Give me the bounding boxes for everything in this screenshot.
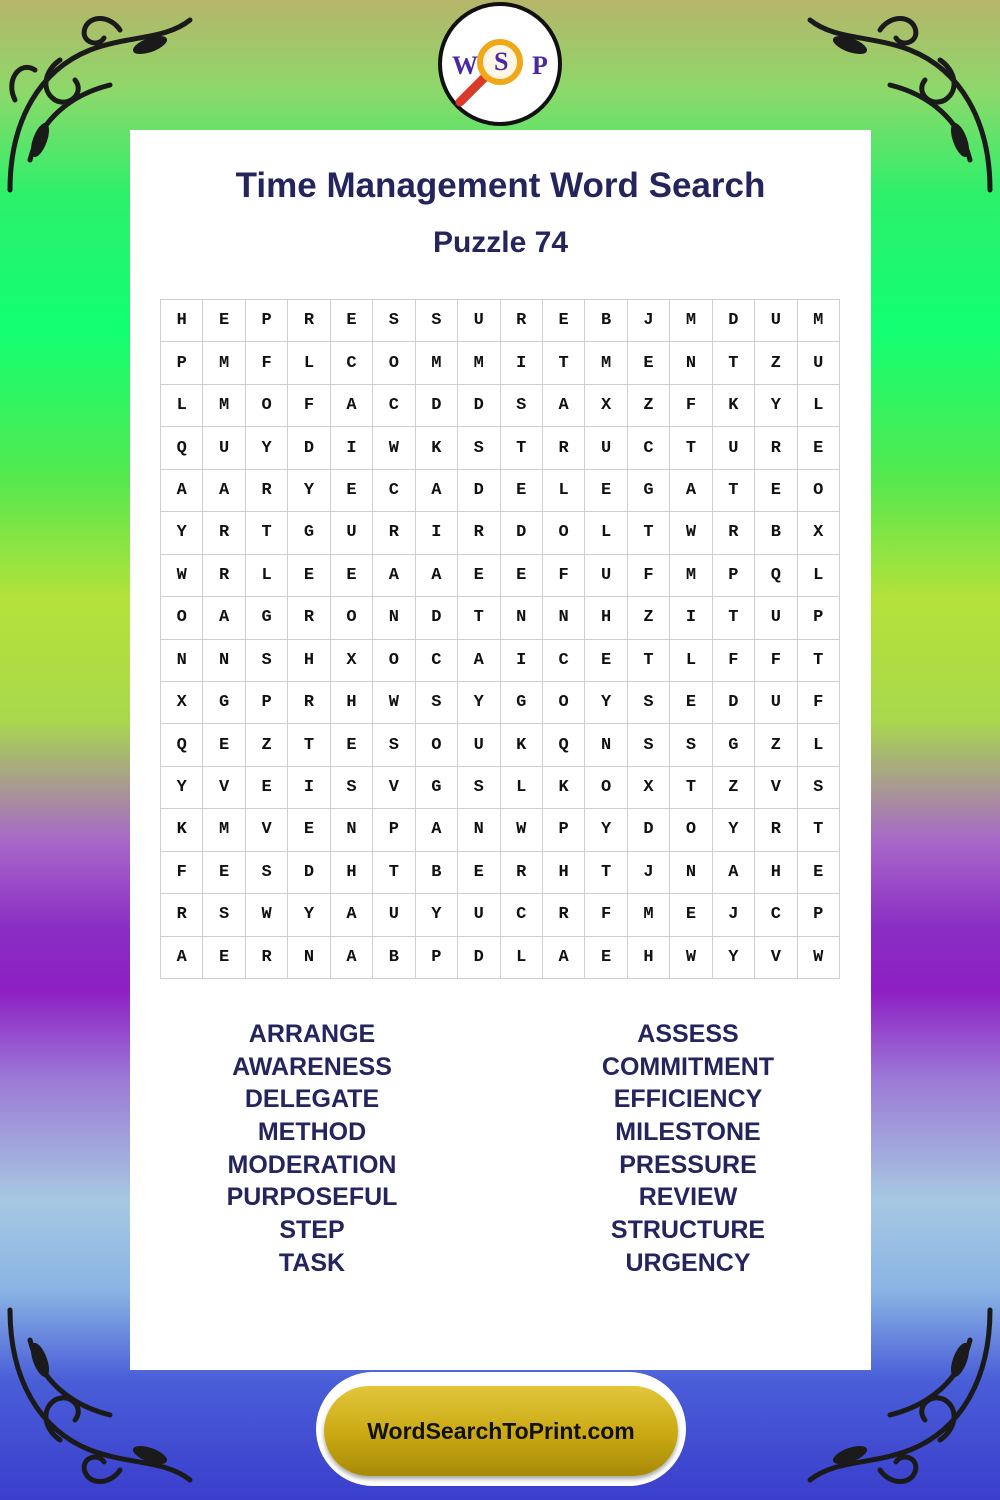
grid-cell: T <box>713 597 755 639</box>
grid-cell: I <box>331 427 373 469</box>
logo-letter-w: W <box>452 51 478 80</box>
logo-letter-s: S <box>494 47 509 76</box>
grid-cell: D <box>288 427 330 469</box>
word-list-item: PURPOSEFUL <box>226 1183 398 1212</box>
grid-cell: H <box>331 682 373 724</box>
grid-cell: X <box>585 385 627 427</box>
grid-cell: Y <box>585 809 627 851</box>
grid-cell: V <box>755 767 797 809</box>
grid-cell: T <box>798 809 840 851</box>
grid-cell: R <box>246 937 288 979</box>
grid-cell: Z <box>755 724 797 766</box>
grid-cell: R <box>543 427 585 469</box>
grid-cell: N <box>331 809 373 851</box>
grid-cell: E <box>246 767 288 809</box>
grid-cell: S <box>331 767 373 809</box>
grid-cell: N <box>543 597 585 639</box>
grid-cell: U <box>713 427 755 469</box>
grid-cell: N <box>670 342 712 384</box>
grid-cell: F <box>755 640 797 682</box>
grid-cell: M <box>416 342 458 384</box>
grid-cell: S <box>373 724 415 766</box>
grid-cell: H <box>585 597 627 639</box>
grid-cell: Z <box>246 724 288 766</box>
grid-cell: L <box>798 724 840 766</box>
grid-cell: H <box>331 852 373 894</box>
grid-cell: S <box>670 724 712 766</box>
grid-cell: W <box>246 894 288 936</box>
grid-cell: T <box>670 767 712 809</box>
grid-cell: M <box>670 300 712 342</box>
grid-cell: D <box>458 937 500 979</box>
grid-cell: P <box>161 342 203 384</box>
grid-cell: R <box>458 512 500 554</box>
grid-cell: Y <box>416 894 458 936</box>
grid-cell: U <box>585 427 627 469</box>
grid-cell: I <box>501 640 543 682</box>
grid-cell: P <box>416 937 458 979</box>
grid-cell: E <box>203 852 245 894</box>
grid-cell: A <box>416 555 458 597</box>
grid-cell: O <box>246 385 288 427</box>
grid-cell: Y <box>585 682 627 724</box>
grid-cell: S <box>458 767 500 809</box>
grid-cell: D <box>628 809 670 851</box>
grid-cell: Z <box>628 385 670 427</box>
grid-cell: A <box>331 937 373 979</box>
word-list-left <box>152 1018 472 1280</box>
grid-cell: A <box>713 852 755 894</box>
grid-cell: H <box>755 852 797 894</box>
grid-cell: L <box>585 512 627 554</box>
grid-cell: G <box>246 597 288 639</box>
grid-cell: L <box>501 767 543 809</box>
grid-cell: L <box>161 385 203 427</box>
grid-cell: N <box>373 597 415 639</box>
grid-cell: O <box>585 767 627 809</box>
site-link-frame <box>316 1372 686 1486</box>
grid-cell: T <box>543 342 585 384</box>
grid-cell: E <box>798 852 840 894</box>
grid-cell: T <box>288 724 330 766</box>
grid-cell: E <box>670 682 712 724</box>
grid-cell: N <box>203 640 245 682</box>
grid-cell: R <box>373 512 415 554</box>
puzzle-number: Puzzle 74 <box>432 226 569 259</box>
grid-cell: C <box>543 640 585 682</box>
grid-cell: A <box>458 640 500 682</box>
grid-cell: U <box>798 342 840 384</box>
puzzle-card <box>130 130 871 1370</box>
grid-cell: K <box>161 809 203 851</box>
word-list-item: PRESSURE <box>619 1150 757 1179</box>
grid-cell: U <box>331 512 373 554</box>
grid-cell: U <box>755 682 797 724</box>
grid-cell: Y <box>713 937 755 979</box>
grid-cell: G <box>203 682 245 724</box>
grid-cell: S <box>628 682 670 724</box>
grid-cell: N <box>501 597 543 639</box>
grid-cell: B <box>373 937 415 979</box>
grid-cell: T <box>373 852 415 894</box>
grid-cell: D <box>501 512 543 554</box>
grid-cell: A <box>373 555 415 597</box>
grid-cell: C <box>628 427 670 469</box>
grid-cell: T <box>798 640 840 682</box>
grid-cell: E <box>585 937 627 979</box>
grid-cell: M <box>203 342 245 384</box>
grid-cell: M <box>585 342 627 384</box>
grid-cell: T <box>585 852 627 894</box>
grid-cell: R <box>288 682 330 724</box>
grid-cell: I <box>501 342 543 384</box>
grid-cell: E <box>331 724 373 766</box>
grid-cell: G <box>288 512 330 554</box>
grid-cell: C <box>373 385 415 427</box>
wsp-logo <box>438 2 562 126</box>
word-list-item: ARRANGE <box>248 1020 376 1048</box>
grid-cell: O <box>373 342 415 384</box>
grid-cell: F <box>798 682 840 724</box>
grid-cell: P <box>798 597 840 639</box>
grid-cell: S <box>246 852 288 894</box>
word-list-item: AWARENESS <box>232 1052 392 1081</box>
grid-cell: U <box>203 427 245 469</box>
grid-cell: E <box>203 300 245 342</box>
grid-cell: Y <box>755 385 797 427</box>
grid-cell: F <box>670 385 712 427</box>
grid-cell: P <box>373 809 415 851</box>
grid-cell: P <box>246 682 288 724</box>
grid-cell: A <box>203 470 245 512</box>
grid-cell: U <box>458 724 500 766</box>
grid-cell: A <box>670 470 712 512</box>
grid-cell: E <box>798 427 840 469</box>
grid-cell: T <box>501 427 543 469</box>
grid-cell: F <box>161 852 203 894</box>
word-list-item: URGENCY <box>625 1248 751 1277</box>
grid-cell: E <box>543 300 585 342</box>
grid-cell: S <box>416 300 458 342</box>
word-list-item: ASSESS <box>637 1020 739 1048</box>
grid-cell: A <box>416 809 458 851</box>
grid-cell: I <box>288 767 330 809</box>
grid-cell: E <box>585 470 627 512</box>
grid-cell: D <box>416 385 458 427</box>
grid-cell: D <box>713 682 755 724</box>
grid-cell: E <box>288 809 330 851</box>
grid-cell: Y <box>713 809 755 851</box>
grid-cell: B <box>416 852 458 894</box>
grid-cell: E <box>203 724 245 766</box>
grid-cell: B <box>755 512 797 554</box>
grid-cell: S <box>373 300 415 342</box>
grid-cell: U <box>755 300 797 342</box>
grid-cell: R <box>288 300 330 342</box>
grid-cell: T <box>713 342 755 384</box>
grid-cell: U <box>373 894 415 936</box>
grid-cell: O <box>670 809 712 851</box>
grid-cell: N <box>585 724 627 766</box>
grid-cell: R <box>543 894 585 936</box>
grid-cell: M <box>628 894 670 936</box>
grid-cell: F <box>628 555 670 597</box>
grid-cell: N <box>458 809 500 851</box>
grid-cell: E <box>288 555 330 597</box>
grid-cell: R <box>501 852 543 894</box>
grid-cell: W <box>373 682 415 724</box>
grid-cell: G <box>416 767 458 809</box>
grid-cell: C <box>755 894 797 936</box>
grid-cell: E <box>331 470 373 512</box>
grid-cell: D <box>416 597 458 639</box>
grid-cell: A <box>161 470 203 512</box>
grid-cell: T <box>628 512 670 554</box>
grid-cell: L <box>798 555 840 597</box>
grid-cell: E <box>501 470 543 512</box>
grid-cell: O <box>798 470 840 512</box>
grid-cell: A <box>331 894 373 936</box>
grid-cell: M <box>458 342 500 384</box>
grid-cell: G <box>713 724 755 766</box>
grid-cell: J <box>713 894 755 936</box>
grid-cell: D <box>288 852 330 894</box>
grid-cell: D <box>713 300 755 342</box>
grid-cell: E <box>203 937 245 979</box>
grid-cell: E <box>331 300 373 342</box>
grid-cell: E <box>755 470 797 512</box>
grid-cell: H <box>161 300 203 342</box>
grid-cell: A <box>543 385 585 427</box>
grid-cell: T <box>246 512 288 554</box>
grid-cell: W <box>798 937 840 979</box>
grid-cell: V <box>755 937 797 979</box>
grid-cell: I <box>670 597 712 639</box>
logo-letter-p: P <box>532 51 548 80</box>
grid-cell: O <box>543 682 585 724</box>
grid-cell: F <box>585 894 627 936</box>
grid-cell: N <box>288 937 330 979</box>
grid-cell: U <box>755 597 797 639</box>
grid-cell: L <box>670 640 712 682</box>
grid-cell: E <box>585 640 627 682</box>
grid-cell: R <box>203 512 245 554</box>
grid-cell: K <box>543 767 585 809</box>
grid-cell: G <box>628 470 670 512</box>
grid-cell: D <box>458 385 500 427</box>
grid-cell: P <box>798 894 840 936</box>
grid-cell: U <box>585 555 627 597</box>
grid-cell: V <box>246 809 288 851</box>
grid-cell: R <box>161 894 203 936</box>
grid-cell: V <box>203 767 245 809</box>
grid-cell: L <box>798 385 840 427</box>
grid-cell: Y <box>161 767 203 809</box>
grid-cell: M <box>670 555 712 597</box>
grid-cell: Y <box>458 682 500 724</box>
word-list-item: DELEGATE <box>244 1085 380 1114</box>
grid-cell: S <box>458 427 500 469</box>
grid-cell: W <box>161 555 203 597</box>
grid-cell: L <box>501 937 543 979</box>
grid-cell: Q <box>161 724 203 766</box>
page-title: Time Management Word Search <box>235 166 766 205</box>
grid-cell: J <box>628 300 670 342</box>
grid-cell: M <box>203 809 245 851</box>
grid-cell: P <box>543 809 585 851</box>
grid-cell: O <box>373 640 415 682</box>
word-list-item: REVIEW <box>638 1183 738 1212</box>
grid-cell: S <box>628 724 670 766</box>
grid-cell: S <box>501 385 543 427</box>
grid-cell: L <box>246 555 288 597</box>
grid-cell: F <box>246 342 288 384</box>
grid-cell: C <box>416 640 458 682</box>
grid-cell: C <box>331 342 373 384</box>
grid-cell: J <box>628 852 670 894</box>
grid-cell: W <box>670 512 712 554</box>
grid-cell: H <box>543 852 585 894</box>
word-list-item: METHOD <box>257 1118 367 1147</box>
grid-cell: L <box>288 342 330 384</box>
grid-cell: Q <box>543 724 585 766</box>
grid-cell: O <box>416 724 458 766</box>
grid-cell: S <box>246 640 288 682</box>
grid-cell: T <box>670 427 712 469</box>
grid-cell: B <box>585 300 627 342</box>
word-list-item: MILESTONE <box>615 1118 761 1147</box>
grid-cell: K <box>713 385 755 427</box>
grid-cell: F <box>288 385 330 427</box>
grid-cell: R <box>203 555 245 597</box>
grid-cell: T <box>628 640 670 682</box>
letter-grid <box>160 299 840 979</box>
grid-cell: H <box>628 937 670 979</box>
grid-cell: R <box>288 597 330 639</box>
grid-cell: A <box>543 937 585 979</box>
grid-cell: Z <box>628 597 670 639</box>
grid-cell: Z <box>755 342 797 384</box>
grid-cell: Y <box>288 894 330 936</box>
grid-cell: F <box>543 555 585 597</box>
grid-cell: M <box>203 385 245 427</box>
grid-cell: X <box>331 640 373 682</box>
grid-cell: Q <box>161 427 203 469</box>
grid-cell: A <box>331 385 373 427</box>
grid-cell: X <box>798 512 840 554</box>
grid-cell: Y <box>246 427 288 469</box>
grid-cell: R <box>755 809 797 851</box>
grid-cell: E <box>458 852 500 894</box>
grid-cell: C <box>373 470 415 512</box>
grid-cell: A <box>203 597 245 639</box>
grid-cell: K <box>501 724 543 766</box>
grid-cell: D <box>458 470 500 512</box>
grid-cell: A <box>161 937 203 979</box>
grid-cell: W <box>670 937 712 979</box>
grid-cell: Z <box>713 767 755 809</box>
grid-cell: P <box>246 300 288 342</box>
word-list-item: STRUCTURE <box>610 1216 766 1245</box>
grid-cell: E <box>458 555 500 597</box>
grid-cell: V <box>373 767 415 809</box>
word-list-item: TASK <box>278 1248 346 1277</box>
grid-cell: R <box>755 427 797 469</box>
word-list-item: STEP <box>279 1216 345 1245</box>
grid-cell: M <box>798 300 840 342</box>
grid-cell: E <box>628 342 670 384</box>
grid-cell: L <box>543 470 585 512</box>
grid-cell: N <box>670 852 712 894</box>
grid-cell: I <box>416 512 458 554</box>
grid-cell: C <box>501 894 543 936</box>
grid-cell: T <box>713 470 755 512</box>
grid-cell: E <box>331 555 373 597</box>
grid-cell: E <box>670 894 712 936</box>
grid-cell: U <box>458 300 500 342</box>
grid-cell: Q <box>755 555 797 597</box>
word-list-right <box>528 1018 848 1280</box>
grid-cell: K <box>416 427 458 469</box>
grid-cell: N <box>161 640 203 682</box>
grid-cell: O <box>161 597 203 639</box>
grid-cell: X <box>161 682 203 724</box>
grid-cell: A <box>416 470 458 512</box>
grid-cell: R <box>713 512 755 554</box>
grid-cell: O <box>331 597 373 639</box>
grid-cell: T <box>458 597 500 639</box>
grid-cell: Y <box>288 470 330 512</box>
grid-cell: O <box>543 512 585 554</box>
grid-cell: R <box>246 470 288 512</box>
site-link-button[interactable]: WordSearchToPrint.com <box>324 1386 678 1476</box>
grid-cell: G <box>501 682 543 724</box>
grid-cell: U <box>458 894 500 936</box>
grid-cell: P <box>713 555 755 597</box>
grid-cell: X <box>628 767 670 809</box>
grid-cell: S <box>798 767 840 809</box>
grid-cell: W <box>501 809 543 851</box>
grid-cell: S <box>416 682 458 724</box>
grid-cell: F <box>713 640 755 682</box>
grid-cell: S <box>203 894 245 936</box>
word-list-item: EFFICIENCY <box>613 1085 763 1114</box>
word-list-item: MODERATION <box>227 1150 397 1179</box>
grid-cell: H <box>288 640 330 682</box>
grid-cell: W <box>373 427 415 469</box>
grid-cell: R <box>501 300 543 342</box>
grid-cell: E <box>501 555 543 597</box>
grid-cell: Y <box>161 512 203 554</box>
word-list-item: COMMITMENT <box>601 1052 775 1081</box>
